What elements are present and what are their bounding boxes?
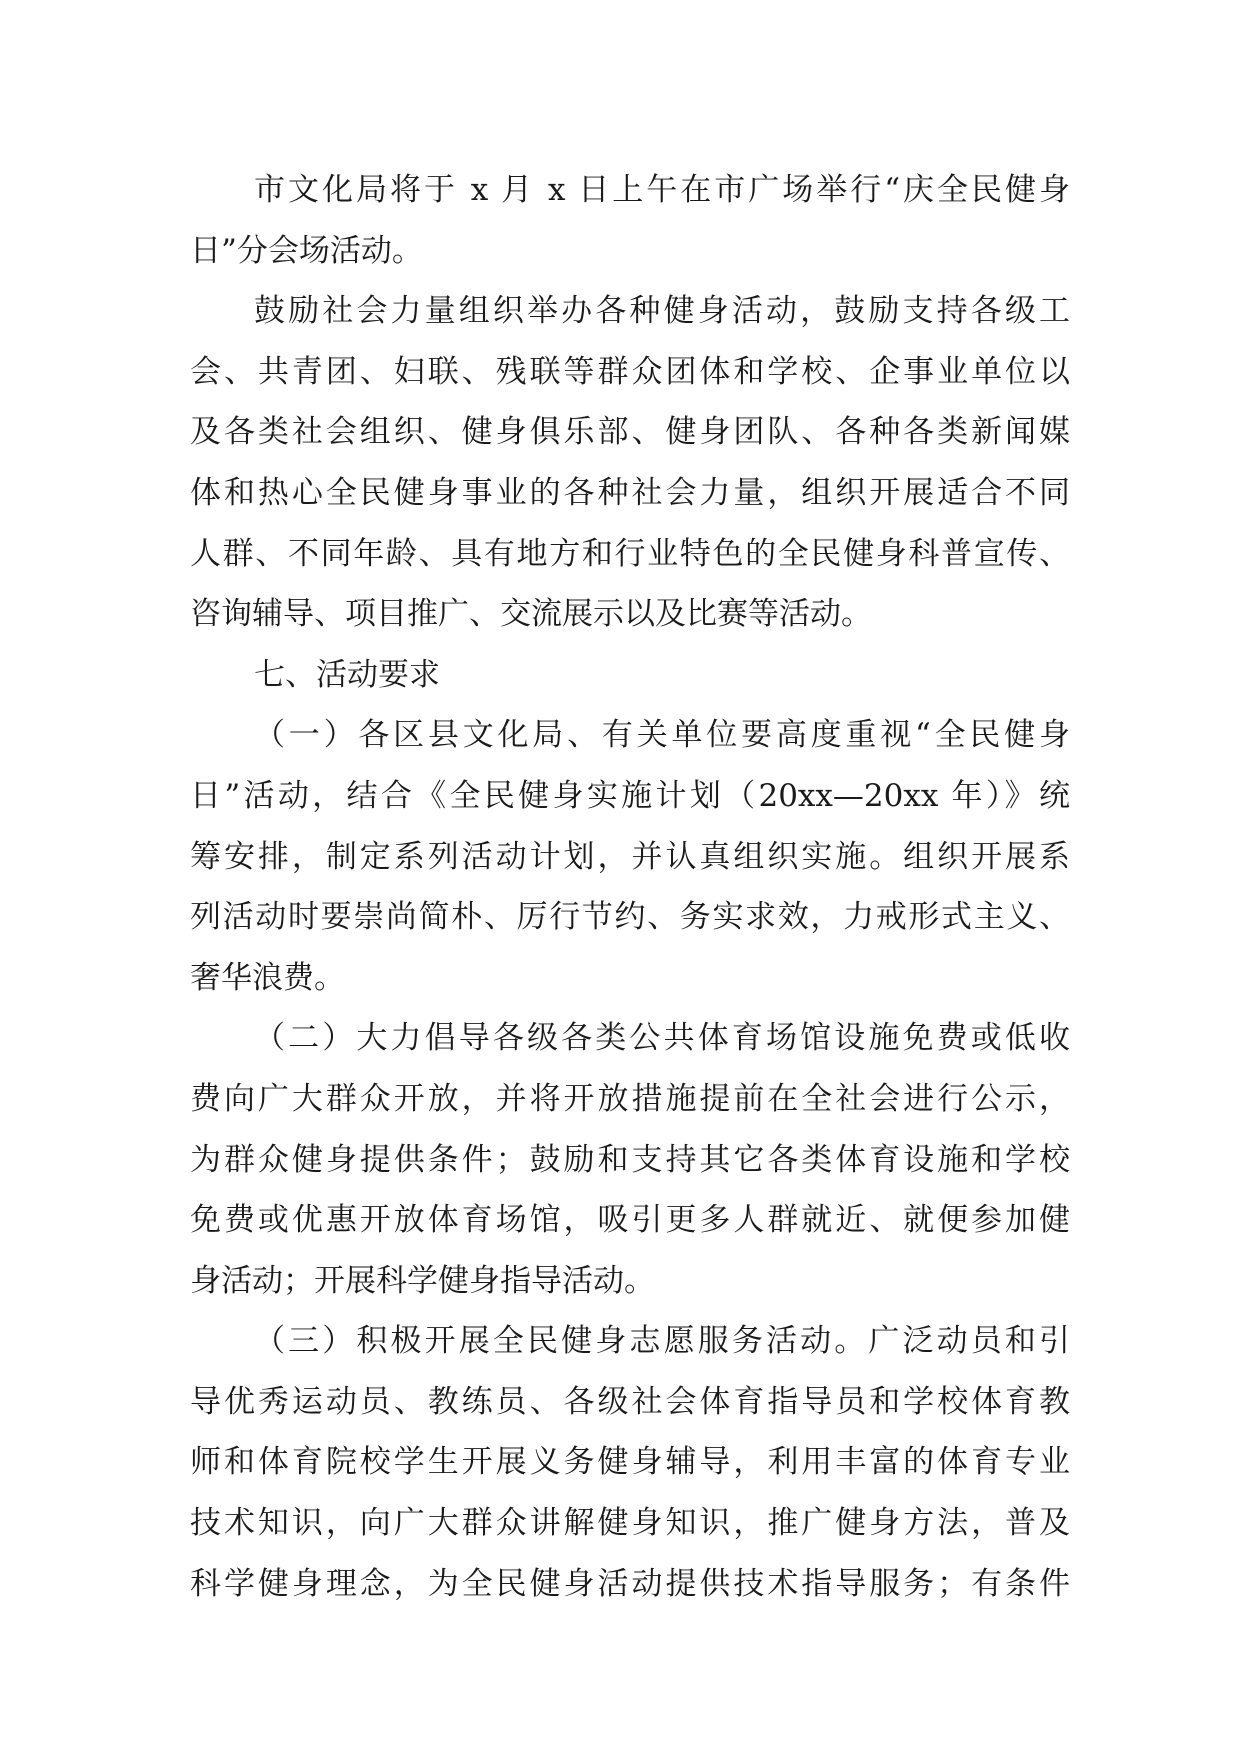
text-line: 七、活动要求 bbox=[254, 656, 440, 693]
text-line: 列活动时要崇尚简朴、厉行节约、务实求效，力戒形式主义、 bbox=[190, 899, 1070, 936]
text-line: 市文化局将于 x 月 x 日上午在市广场举行“庆全民健身 bbox=[254, 172, 1070, 208]
text-line: （二）大力倡导各级各类公共体育场馆设施免费或低收 bbox=[254, 1020, 1070, 1057]
text-line: 及各类社会组织、健身俱乐部、健身团队、各种各类新闻媒 bbox=[190, 414, 1070, 451]
text-line: 鼓励社会力量组织举办各种健身活动，鼓励支持各级工 bbox=[254, 293, 1070, 330]
document-body bbox=[190, 160, 1070, 1614]
text-line: 筹安排，制定系列活动计划，并认真组织实施。组织开展系 bbox=[190, 838, 1070, 875]
text-line: 日”活动，结合《全民健身实施计划（20xx—20xx 年）》统 bbox=[190, 777, 1070, 814]
text-line: 会、共青团、妇联、残联等群众团体和学校、企事业单位以 bbox=[190, 353, 1070, 390]
text-line: 技术知识，向广大群众讲解健身知识，推广健身方法，普及 bbox=[190, 1505, 1070, 1542]
text-line: （一）各区县文化局、有关单位要高度重视“全民健身 bbox=[254, 717, 1070, 754]
text-line: 师和体育院校学生开展义务健身辅导，利用丰富的体育专业 bbox=[190, 1444, 1070, 1481]
text-line: 导优秀运动员、教练员、各级社会体育指导员和学校体育教 bbox=[190, 1383, 1070, 1420]
text-line: 咨询辅导、项目推广、交流展示以及比赛等活动。 bbox=[190, 596, 872, 633]
text-line: 身活动；开展科学健身指导活动。 bbox=[190, 1262, 655, 1299]
text-line: 体和热心全民健身事业的各种社会力量，组织开展适合不同 bbox=[190, 474, 1070, 511]
text-line: 日”分会场活动。 bbox=[190, 232, 423, 269]
text-line: 免费或优惠开放体育场馆，吸引更多人群就近、就便参加健 bbox=[190, 1202, 1070, 1239]
text-line: 费向广大群众开放，并将开放措施提前在全社会进行公示， bbox=[190, 1080, 1070, 1117]
text-line: 奢华浪费。 bbox=[190, 959, 345, 996]
text-line: 科学健身理念，为全民健身活动提供技术指导服务；有条件 bbox=[190, 1565, 1070, 1602]
text-line: 为群众健身提供条件；鼓励和支持其它各类体育设施和学校 bbox=[190, 1141, 1070, 1178]
text-line: （三）积极开展全民健身志愿服务活动。广泛动员和引 bbox=[254, 1323, 1070, 1360]
text-line: 人群、不同年龄、具有地方和行业特色的全民健身科普宣传、 bbox=[190, 535, 1070, 572]
